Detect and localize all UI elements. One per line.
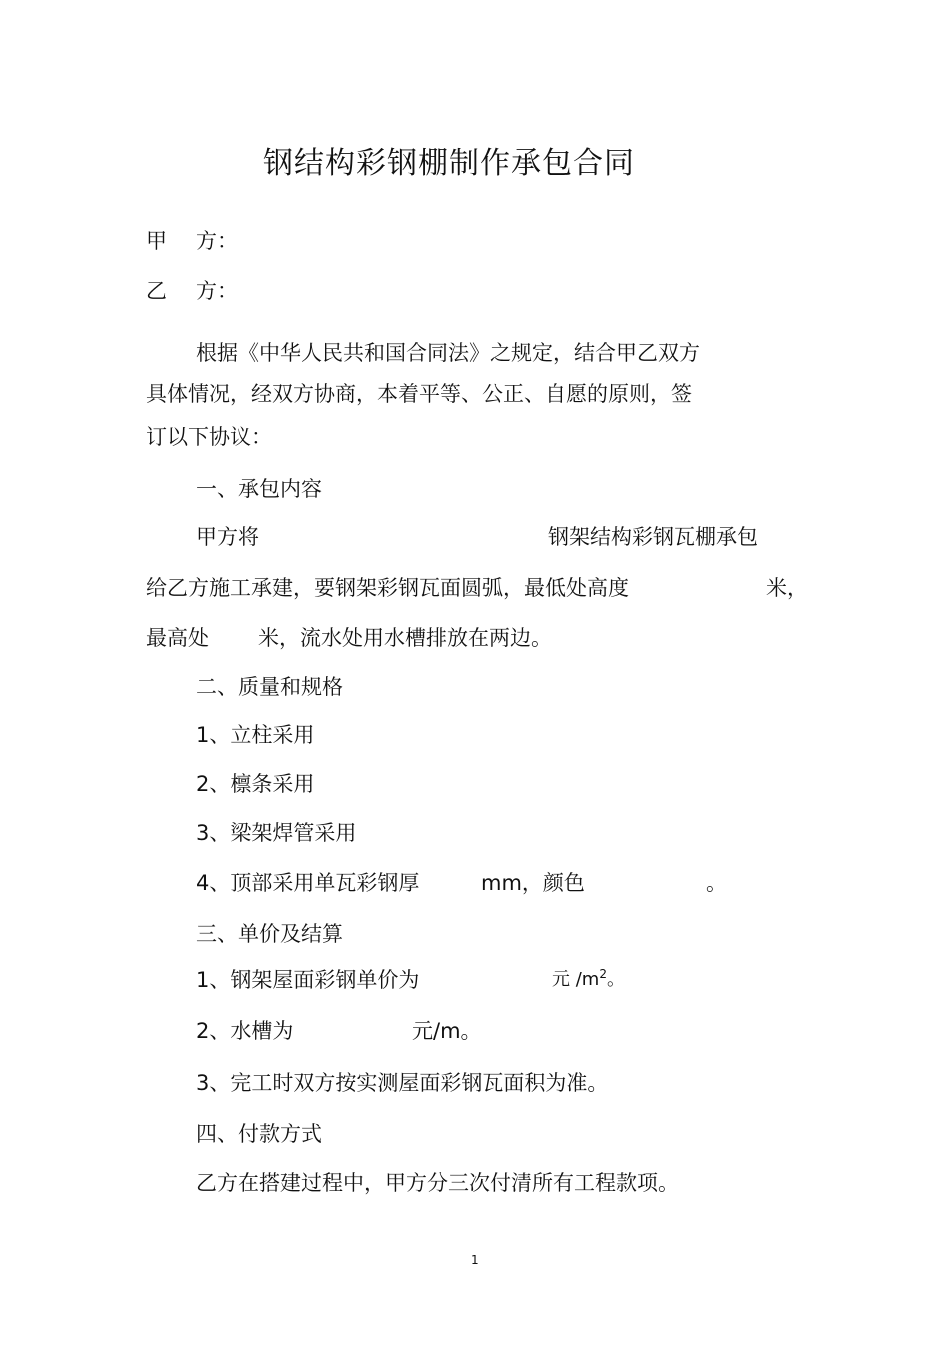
section-1-p1-start: 甲方将	[196, 525, 259, 549]
section-1-p1-end: 钢架结构彩钢瓦棚承包	[548, 525, 758, 549]
page-number: 1	[471, 1253, 479, 1267]
section-3-item-1-b	[552, 967, 625, 993]
section-2-item-4-c: 。	[706, 871, 727, 895]
section-1-p3-end: 米，流水处用水槽排放在两边。	[258, 626, 552, 650]
party-b-label: 乙	[146, 279, 167, 303]
unit-text: 元 /m	[552, 969, 600, 990]
party-a-suffix: 方：	[196, 229, 238, 253]
section-3-item-3: 3、完工时双方按实测屋面彩钢瓦面积为准。	[196, 1071, 609, 1095]
section-2-item-4-b: mm，颜色	[481, 871, 585, 895]
section-3-item-2-b: 元/m。	[412, 1019, 482, 1043]
unit-superscript: 2	[599, 967, 607, 981]
section-2-item-2: 2、檩条采用	[196, 772, 315, 796]
contract-title: 钢结构彩钢棚制作承包合同	[263, 146, 635, 181]
party-a-label: 甲	[146, 229, 167, 253]
section-2-heading: 二、质量和规格	[196, 675, 343, 699]
preamble-line-1: 根据《中华人民共和国合同法》之规定，结合甲乙双方	[196, 341, 700, 365]
section-3-item-2-a: 2、水槽为	[196, 1019, 294, 1043]
preamble-line-2: 具体情况，经双方协商，本着平等、公正、自愿的原则，签	[146, 382, 692, 406]
section-1-p2-start: 给乙方施工承建，要钢架彩钢瓦面圆弧，最低处高度	[146, 576, 629, 600]
section-3-heading: 三、单价及结算	[196, 922, 343, 946]
section-3-item-1-a: 1、钢架屋面彩钢单价为	[196, 968, 420, 992]
section-1-p2-end: 米，	[766, 576, 808, 600]
section-1-heading: 一、承包内容	[196, 477, 322, 501]
section-4-p1: 乙方在搭建过程中，甲方分三次付清所有工程款项。	[196, 1171, 679, 1195]
section-2-item-1: 1、立柱采用	[196, 723, 315, 747]
preamble-line-3: 订以下协议：	[146, 425, 272, 449]
party-b-suffix: 方：	[196, 279, 238, 303]
section-1-p3-start: 最高处	[146, 626, 209, 650]
section-4-heading: 四、付款方式	[196, 1122, 322, 1146]
section-2-item-4-a: 4、顶部采用单瓦彩钢厚	[196, 871, 420, 895]
section-2-item-3: 3、梁架焊管采用	[196, 821, 357, 845]
unit-period: 。	[606, 969, 625, 990]
